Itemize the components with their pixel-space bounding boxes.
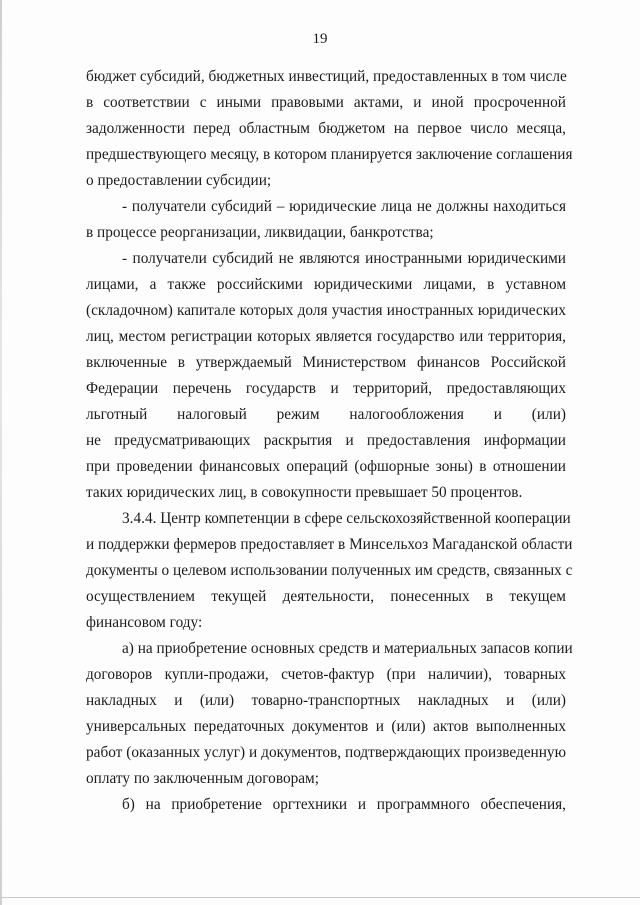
text-line: 3.4.4. Центр компетенции в сфере сельскохозяйственной кооперации (122, 510, 571, 527)
text-line: - получатели субсидий не являются иностранными юридическими (122, 250, 566, 267)
text-line: договоров купли-продажи, счетов-фактур (при наличии), товарных (86, 666, 566, 683)
document-body (86, 64, 573, 818)
text-line: (складочном) капитале которых доля участия иностранных юридических (86, 302, 566, 319)
text-line: в соответствии с иными правовыми актами, и иной просроченной (86, 94, 566, 111)
text-line: универсальных передаточных документов и (или) актов выполненных (86, 718, 566, 735)
text-line: документы о целевом использовании полученных им средств, связанных с (86, 562, 573, 579)
text-line: оплату по заключенным договорам; (86, 770, 319, 787)
text-line: - получатели субсидий – юридические лица не должны находиться (122, 198, 566, 215)
text-line: Федерации перечень государств и территорий, предоставляющих (86, 380, 566, 397)
text-line: бюджет субсидий, бюджетных инвестиций, предоставленных в том числе (86, 68, 567, 85)
text-line: не предусматривающих раскрытия и предоставления информации (86, 432, 566, 449)
text-line: предшествующего месяцу, в котором планируется заключение соглашения (86, 146, 573, 163)
text-line: и поддержки фермеров предоставляет в Минсельхоз Магаданской области (86, 536, 573, 553)
text-line: финансовом году: (86, 614, 203, 631)
text-line: осуществлением текущей деятельности, понесенных в текущем (86, 588, 566, 605)
text-line: накладных и (или) товарно-транспортных накладных и (или) (86, 692, 566, 709)
text-line: лиц, местом регистрации которых является государство или территория, (86, 328, 566, 345)
text-line: о предоставлении субсидии; (86, 172, 272, 189)
text-line: лицами, а также российскими юридическими лицами, в уставном (86, 276, 566, 293)
page-number: 19 (312, 31, 328, 47)
text-line: таких юридических лиц, в совокупности превышает 50 процентов. (86, 484, 523, 501)
text-line: задолженности перед областным бюджетом на первое число месяца, (86, 120, 566, 137)
text-line: включенные в утверждаемый Министерством финансов Российской (86, 354, 566, 371)
text-line: при проведении финансовых операций (офшорные зоны) в отношении (86, 458, 566, 475)
text-line: в процессе реорганизации, ликвидации, банкротства; (86, 224, 434, 241)
text-line: б) на приобретение оргтехники и программного обеспечения, (122, 796, 566, 813)
text-line: работ (оказанных услуг) и документов, подтверждающих произведенную (86, 744, 566, 761)
page-bottom-edge (0, 897, 640, 898)
text-line: а) на приобретение основных средств и материальных запасов копии (122, 640, 573, 657)
page-left-edge (0, 0, 2, 905)
text-line: льготный налоговый режим налогообложения и (или) (86, 406, 566, 423)
